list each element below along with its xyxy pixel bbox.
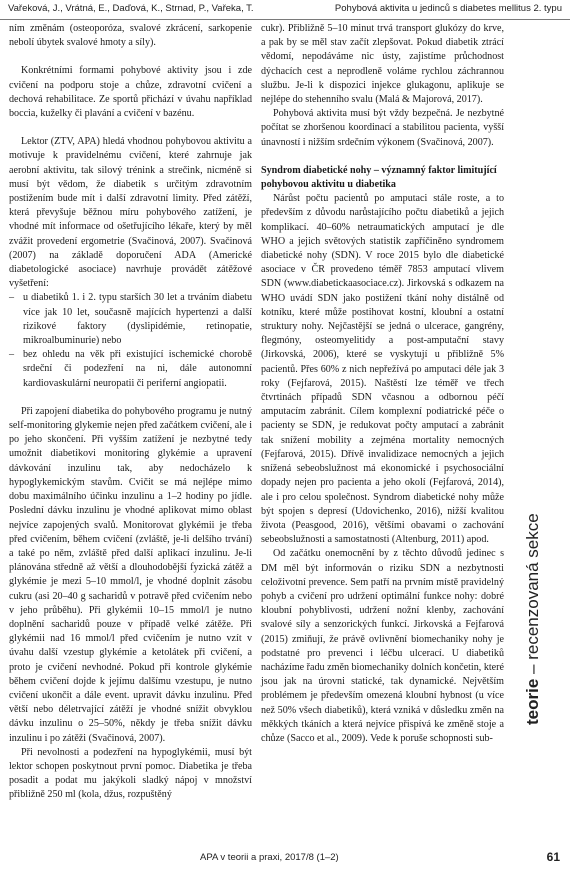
right-paragraph-2: Pohybová aktivita musí být vždy bezpečná. Je nezbytné počítat se zhoršenou koordinací a stabilitou pacienta, vyšší únavností i nižším srdečním výkonem (Svačinová, 2007). (261, 108, 504, 148)
bullet-list (9, 291, 252, 390)
page-footer (0, 848, 570, 870)
right-paragraph-3: Nárůst počtu pacientů po amputaci stále roste, a to především z důvodu narůstajícího počtu diabetiků a jejich komplikací. 40–60% netraumatických amputací je dle WHO a jejich světových statistik zapříčiněno syndromem diabetické nohy (SDN). V roce 2015 bylo dle diabetické asociace v ČR provedeno téměř 7853 amputací vlivem SDN (www.diabetickaasociace.cz). Jirkovská s odkazem na WHO uvádí SDN jako postižení tkání nohy distálně od kotníku, které může postihovat kostní, kloubní a ostatní struktury nohy. Nejčastější se jedná o ulcerace, gangrény, flegmóny, osteomyelitidy a post-amputační stavy (Jirkovská, 2006), které se vyskytují u přibližně 5% pacientů. Přes 60% z nich nepřežívá po amputaci déle jak 3 roky (Fejfarová, 2015). Naštěstí lze téměř ve třech čtvrtinách případů SDN včasnou a odbornou péčí amputacím zabránit. Cílem komplexní podiatrické péče o pacienty se SDN, je redukovat počty amputací a zabránit tak snížení mobility a zejména mortality nemocných (Fejfarová, 2015). Dřívě invalidizace nemocných a jejich snížená sebeobslužnost má ekonomické i psychosociální dopady nejen pro pacienta a jeho okolí (Fejfarová, 2014), ale i pro celou společnost. Syndrom diabetické nohy může být spojen s depresí (Udovichenko, 2016), nižší kvalitou života (Peasgood, 2016), většími obavami o zachování sebeobslužnosti a samostatnosti (Altenburg, 2011) apod. (261, 193, 504, 546)
bullet-item (9, 291, 252, 348)
dash-bullet-icon: – (9, 349, 15, 361)
section-dash: – (523, 664, 542, 674)
bullet-item (9, 348, 252, 391)
right-column (261, 22, 504, 746)
right-paragraph-4: Od začátku onemocnění by z těchto důvodů jedinec s DM měl být informován o riziku SDN a nezbytnosti celoživotní prevence. Sem patří na prvním místě pravidelný pohyb a cvičení pro udržení optimální funkce nohy: dobré kloubní pohyblivosti, udržení nožní klenby, zachování svalové síly a senzorických funkcí. Jirkovská a Fejfarová (2015) zmiňují, že právě ovlivnění biomechaniky nohy je podstatné pro prevenci i léčbu ulcerací. U diabetiků nacházíme řadu změn biomechaniky dolních končetin, které jsou jak na úrovni statické, tak dynamické. Největším problémem je především omezená kloubní hybnost (u více než 50% všech diabetiků), která vzniká v důsledku změn na měkkých tkáních a která nejvíce přispívá ke změně stoje a chůze (Sacco et al., 2009). Vede k poruše schopnosti sub- (261, 548, 504, 744)
section-label (523, 513, 543, 725)
header-rule (0, 19, 570, 20)
bullet-text: u diabetiků 1. i 2. typu starších 30 let a trváním diabetu více jak 10 let, současně majících hypertenzi a další rizikové faktory (dyslipidémie, retinopatie, mikroalbuminurie) nebo (23, 292, 252, 347)
header-running-title: Pohybová aktivita u jedinců s diabetes mellitus 2. typu (334, 3, 562, 14)
left-paragraph-2: Konkrétními formami pohybové aktivity jsou i zde cvičení na podporu stoje a chůze, zdravotní cvičení a dechová rehabilitace. Ze sportů přichází v úvahu například boccia, kuželky či plavání a cvičení v bazénu. (9, 65, 252, 120)
left-paragraph-5: Při nevolnosti a podezření na hypoglykémii, musí být lektor schopen poskytnout první pomoc. Diabetika je třeba posadit a podat mu jakýkoli sladký nápoj v množství přibližně 250 ml (kola, džus, rozpuštěný (9, 746, 252, 801)
left-paragraph-4: Při zapojení diabetika do pohybového programu je nutný self-monitoring glykemie nejen před začátkem cvičení, ale i po jeho skončení. Při vyšším zatížení je nezbytné tedy umožnit diabetikovi monitoring glykémie a upravení dávkování inzulinu tak, aby nedocházelo k hypoglykemickým stavům. Cvičit se má nejlépe mimo dobu maximálního účinku inzulinu a 1–2 hodiny po jídle. Poslední dávku inzulinu je vhodné aplikovat mimo oblast nejvíce zapojených svalů. Monitorovat glykémii je třeba před cvičením, během cvičení (zvláště, je-li delšího trvání) a také po něm, zvláště před další aplikací inzulinu. Je-li plánována středně až větší a dlouhodobější fyzická zátěž a glykémie je mezi 5–10 mmol/l, je vhodné doplnit zásobu cukru (asi 20–40 g sacharidů v potravě před cvičením nebo v jeho průběhu). Při glykémii 10–15 mmol/l je nutno doplnění sacharidů pouze v případě velké zátěže. Při glykémii nad 16 mmol/l před cvičením je nutno vzít v úvahu další vzestup glykémie a ketolátek při cvičení, a proto je cvičení nevhodné. Pokud při kontrole glykémie během cvičení dojde k jejímu dalšímu vzestupu, je nutno cvičení ukončit a dále event. upravit dávku inzulinu. Před větší nebo déletrvající zátěží je vhodné snížit obvyklou dávku inzulinu o 25–50%, někdy je třeba snížit dávku inzulinu i po zátěži (Svačinová, 2007). (9, 405, 252, 744)
page-number: 61 (546, 850, 560, 864)
section-heading: Syndrom diabetické nohy – významný faktor limitující pohybovou aktivitu u diabetika (261, 164, 497, 191)
left-paragraph-3: Lektor (ZTV, APA) hledá vhodnou pohybovou aktivitu a motivuje k pravidelnému cvičení, které zahrnuje jak aerobní aktivitu, tak silový trénink a strečink, nicméně si musí být vědom, že diabetik s určitým zdravotním postižením bude mít i další zdravotní limity. Před zátěží, která převyšuje běžnou míru pohybového zatížení, je vhodné mít informace od ošetřujícího lékaře, který by měl zvážit provedení ergometrie (Svačinová, 2007). Svačinová (2007) na základě doporučení ADA (Americké diabetologické asociace) navrhuje provádět zátěžové vyšetření: (9, 136, 252, 290)
bullet-text: bez ohledu na věk při existující ischemické chorobě srdeční či podezření na ni, dále autonomní kardiovaskulární neuropatii či periferní angiopatii. (23, 349, 252, 389)
page-header (0, 0, 570, 24)
dash-bullet-icon: – (9, 292, 15, 304)
right-paragraph-1: cukr). Přibližně 5–10 minut trvá transport glukózy do krve, a pak by se měl stav začít zlepšovat. Pokud diabetik ztrácí vědomí, nepodáváme nic ústy, zajistíme průchodnost dýchacích cest a neprodleně voláme rychlou záchrannou službu. Je-li k dispozici injekce glukagonu, aplikuje se nejlépe do stehenního svalu (Malá & Majorová, 2017). (261, 23, 504, 106)
footer-journal: APA v teorii a praxi, 2017/8 (1–2) (200, 852, 339, 863)
section-name: teorie (523, 678, 542, 725)
subsection-name: recenzovaná sekce (523, 513, 542, 660)
left-column (9, 22, 252, 803)
left-paragraph-1: ním změnám (osteoporóza, svalové zkrácení, sarkopenie nebolí úbytek svalové hmoty a síly). (9, 23, 252, 49)
header-authors: Vařeková, J., Vrátná, E., Daďová, K., Strnad, P., Vařeka, T. (8, 3, 254, 14)
